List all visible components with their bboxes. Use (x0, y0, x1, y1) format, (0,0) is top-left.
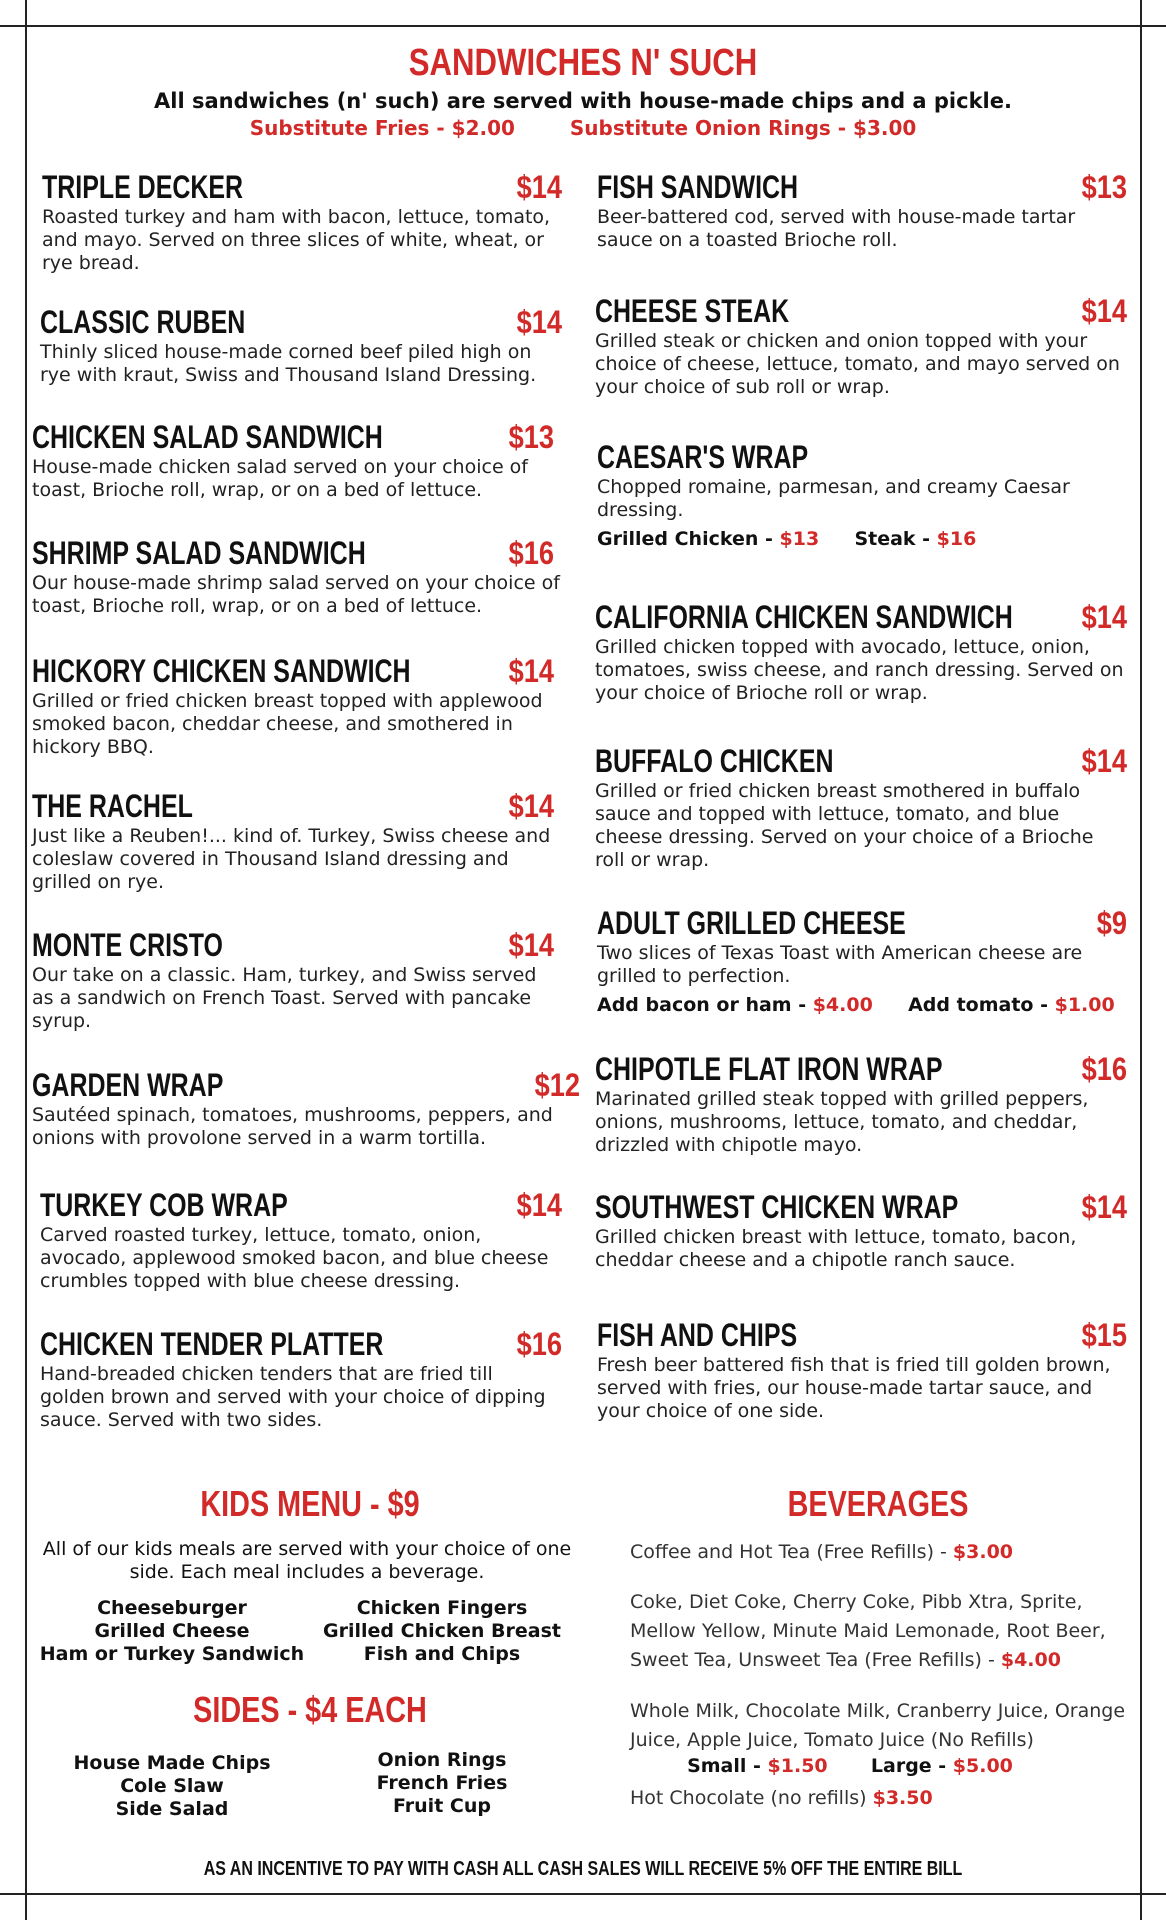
menu-item (595, 292, 1127, 399)
item-name: CHICKEN TENDER PLATTER (40, 1326, 384, 1362)
kids-intro: All of our kids meals are served with your choice of one side. Each meal includes a beverage. (42, 1538, 572, 1583)
item-name: TRIPLE DECKER (42, 169, 244, 205)
option-label: Grilled Chicken - (597, 528, 780, 550)
item-desc: Thinly sliced house-made corned beef piled high on rye with kraut, Swiss and Thousand Island Dressing. (40, 341, 537, 386)
menu-item (40, 1325, 562, 1432)
item-price: $14 (508, 927, 554, 963)
kids-item: Chicken Fingers (356, 1597, 528, 1619)
item-name: CHIPOTLE FLAT IRON WRAP (595, 1051, 943, 1087)
item-name: SHRIMP SALAD SANDWICH (32, 535, 366, 571)
item-desc: Our house-made shrimp salad served on your choice of toast, Brioche roll, wrap, or on a bed of lettuce. (32, 572, 560, 617)
size-label: Large - (870, 1755, 953, 1777)
side-item: Onion Rings (377, 1749, 507, 1771)
item-price: $16 (1081, 1051, 1127, 1087)
left-rule (25, 0, 27, 1920)
item-price: $16 (516, 1326, 562, 1362)
menu-item (32, 1066, 580, 1150)
item-desc: Just like a Reuben!... kind of. Turkey, Swiss cheese and coleslaw covered in Thousand Island dressing and grilled on rye. (32, 825, 551, 893)
item-name: FISH SANDWICH (597, 169, 799, 205)
item-desc: Grilled steak or chicken and onion topped with your choice of cheese, lettuce, tomato, and mayo served on your choice of sub roll or wrap. (595, 330, 1120, 398)
bev-text: Hot Chocolate (no refills) (630, 1787, 873, 1809)
menu-item (40, 303, 562, 387)
bottom-rule (0, 1893, 1166, 1895)
menu-item (597, 168, 1127, 252)
sides-list-left (52, 1752, 292, 1821)
kids-list-left (32, 1597, 312, 1666)
bev-price: $3.50 (872, 1787, 933, 1809)
item-name: THE RACHEL (32, 788, 193, 824)
item-price: $14 (1081, 599, 1127, 635)
side-item: Cole Slaw (120, 1775, 224, 1797)
kids-item: Grilled Cheese (94, 1620, 250, 1642)
sub-onion-rings: Substitute Onion Rings - $3.00 (569, 116, 917, 140)
item-name: CLASSIC RUBEN (40, 304, 246, 340)
size-price: $5.00 (952, 1755, 1013, 1777)
item-price: $14 (1081, 293, 1127, 329)
side-item: Fruit Cup (393, 1795, 491, 1817)
menu-item (595, 598, 1127, 705)
kids-menu-title: KIDS MENU - $9 (200, 1483, 420, 1524)
option-price: $1.00 (1054, 994, 1115, 1016)
bev-price: $4.00 (1000, 1649, 1061, 1671)
item-price: $15 (1081, 1317, 1127, 1353)
item-price: $13 (1081, 169, 1127, 205)
kids-item: Grilled Chicken Breast (323, 1620, 561, 1642)
item-desc: Carved roasted turkey, lettuce, tomato, onion, avocado, applewood smoked bacon, and blue cheese crumbles topped with blue cheese dressing. (40, 1224, 549, 1292)
item-name: CHICKEN SALAD SANDWICH (32, 419, 383, 455)
sides-list-right (332, 1749, 552, 1818)
sides-title: SIDES - $4 EACH (193, 1689, 427, 1730)
bev-hot-chocolate (630, 1784, 1130, 1813)
item-price: $14 (1081, 743, 1127, 779)
menu-subtitle: All sandwiches (n' such) are served with house-made chips and a pickle. (154, 89, 1012, 113)
menu-item (597, 904, 1127, 1016)
item-name: CALIFORNIA CHICKEN SANDWICH (595, 599, 1013, 635)
item-name: FISH AND CHIPS (597, 1317, 798, 1353)
item-desc: Sautéed spinach, tomatoes, mushrooms, peppers, and onions with provolone served in a warm tortilla. (32, 1104, 553, 1149)
item-desc: House-made chicken salad served on your choice of toast, Brioche roll, wrap, or on a bed of lettuce. (32, 456, 528, 501)
menu-item (42, 168, 562, 275)
item-price: $14 (516, 1187, 562, 1223)
menu-item (40, 1186, 562, 1293)
size-label: Small - (687, 1755, 768, 1777)
item-options (597, 528, 1127, 550)
bev-sodas (630, 1588, 1130, 1675)
item-price: $14 (516, 169, 562, 205)
item-price: $14 (1081, 1189, 1127, 1225)
kids-list-right (312, 1597, 572, 1666)
side-item: House Made Chips (73, 1752, 271, 1774)
menu-item (597, 438, 1127, 550)
item-desc: Fresh beer battered fish that is fried till golden brown, served with fries, our house-made tartar sauce, and your choice of one side. (597, 1354, 1111, 1422)
item-desc: Grilled or fried chicken breast topped with applewood smoked bacon, cheddar cheese, and smothered in hickory BBQ. (32, 690, 543, 758)
item-desc: Chopped romaine, parmesan, and creamy Caesar dressing. (597, 476, 1070, 521)
side-item: French Fries (376, 1772, 508, 1794)
kids-item: Ham or Turkey Sandwich (39, 1643, 305, 1665)
item-desc: Grilled chicken topped with avocado, lettuce, onion, tomatoes, swiss cheese, and ranch dressing. Served on your choice of Brioche roll or wrap. (595, 636, 1124, 704)
item-name: ADULT GRILLED CHEESE (597, 905, 906, 941)
bev-price: $3.00 (952, 1541, 1014, 1563)
top-rule (0, 25, 1166, 27)
item-price: $13 (508, 419, 554, 455)
item-name: MONTE CRISTO (32, 927, 223, 963)
option-price: $4.00 (812, 994, 873, 1016)
item-desc: Hand-breaded chicken tenders that are fried till golden brown and served with your choice of dipping sauce. Served with two sides. (40, 1363, 546, 1431)
menu-item (595, 742, 1127, 872)
item-price: $16 (508, 535, 554, 571)
item-name: TURKEY COB WRAP (40, 1187, 288, 1223)
option-price: $13 (779, 528, 820, 550)
bev-coffee (630, 1538, 1130, 1567)
menu-item (595, 1050, 1127, 1157)
substitutions (0, 116, 1166, 140)
item-name: BUFFALO CHICKEN (595, 743, 834, 779)
bev-text: Whole Milk, Chocolate Milk, Cranberry Juice, Orange Juice, Apple Juice, Tomato Juice (No Refills) (630, 1700, 1126, 1751)
item-desc: Our take on a classic. Ham, turkey, and Swiss served as a sandwich on French Toast. Served with pancake syrup. (32, 964, 537, 1032)
item-name: SOUTHWEST CHICKEN WRAP (595, 1189, 959, 1225)
item-desc: Roasted turkey and ham with bacon, lettuce, tomato, and mayo. Served on three slices of white, wheat, or rye bread. (42, 206, 551, 274)
option-label: Steak - (854, 528, 937, 550)
menu-item (32, 652, 562, 759)
menu-item (32, 787, 562, 894)
beverages-title: BEVERAGES (787, 1483, 969, 1524)
item-name: CAESAR'S WRAP (597, 439, 809, 475)
option-price: $16 (936, 528, 977, 550)
sub-fries: Substitute Fries - $2.00 (249, 116, 515, 140)
item-desc: Grilled or fried chicken breast smothered in buffalo sauce and topped with lettuce, tomato, and blue cheese dressing. Served on your choice of a Brioche roll or wrap. (595, 780, 1094, 871)
option-label: Add bacon or ham - (597, 994, 813, 1016)
side-item: Side Salad (115, 1798, 229, 1820)
option-label: Add tomato - (908, 994, 1055, 1016)
right-rule (1140, 0, 1142, 1920)
item-options (597, 994, 1127, 1016)
cash-incentive-note: AS AN INCENTIVE TO PAY WITH CASH ALL CASH SALES WILL RECEIVE 5% OFF THE ENTIRE BILL (203, 1858, 963, 1880)
item-name: HICKORY CHICKEN SANDWICH (32, 653, 411, 689)
bev-juices (630, 1697, 1135, 1755)
item-desc: Beer-battered cod, served with house-made tartar sauce on a toasted Brioche roll. (597, 206, 1076, 251)
kids-item: Cheeseburger (97, 1597, 247, 1619)
item-desc: Marinated grilled steak topped with grilled peppers, onions, mushrooms, lettuce, tomato, and cheddar, drizzled with chipotle mayo. (595, 1088, 1089, 1156)
size-price: $1.50 (767, 1755, 828, 1777)
kids-item: Fish and Chips (363, 1643, 521, 1665)
item-name: CHEESE STEAK (595, 293, 790, 329)
item-price: $14 (508, 653, 554, 689)
menu-item (595, 1188, 1127, 1272)
item-price: $14 (516, 304, 562, 340)
menu-item (597, 1316, 1127, 1423)
bev-text: Coke, Diet Coke, Cherry Coke, Pibb Xtra, Sprite, Mellow Yellow, Minute Maid Lemonade, Root Beer, Sweet Tea, Unsweet Tea (Free Refills) - (630, 1591, 1106, 1671)
item-desc: Grilled chicken breast with lettuce, tomato, bacon, cheddar cheese and a chipotle ranch sauce. (595, 1226, 1077, 1271)
menu-item (32, 534, 562, 618)
item-price: $12 (534, 1067, 580, 1103)
menu-item (32, 926, 562, 1033)
item-name: GARDEN WRAP (32, 1067, 224, 1103)
menu-item (32, 418, 562, 502)
bev-sizes (630, 1755, 1070, 1777)
item-price: $14 (508, 788, 554, 824)
item-price: $9 (1096, 905, 1127, 941)
bev-text: Coffee and Hot Tea (Free Refills) - (630, 1541, 953, 1563)
item-desc: Two slices of Texas Toast with American cheese are grilled to perfection. (597, 942, 1083, 987)
menu-title: SANDWICHES N' SUCH (408, 42, 758, 84)
